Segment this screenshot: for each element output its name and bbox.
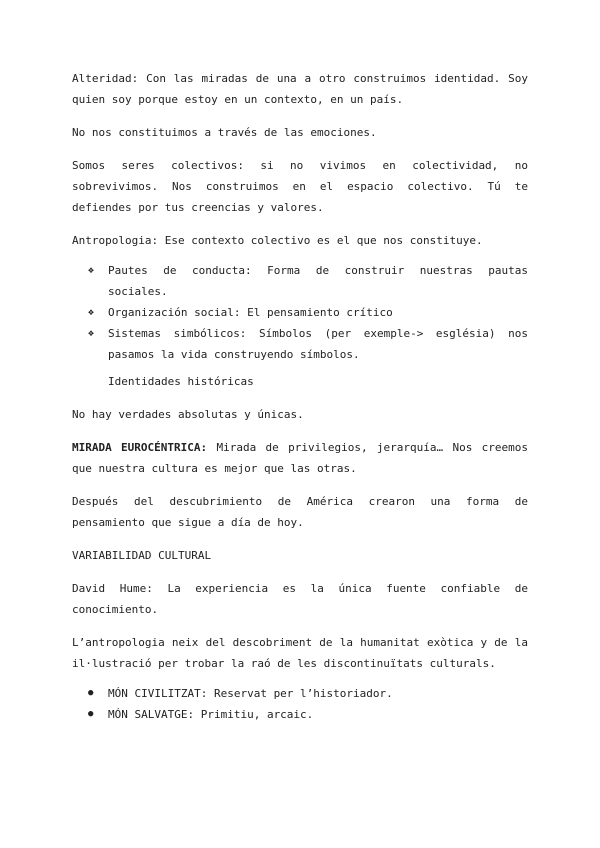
list-item-text: Sistemas simbólicos: Símbolos (per exemple-> església) nos pasamos la vida construyendo símbolos. (108, 327, 528, 361)
list-item (72, 683, 528, 704)
paragraph-mirada-eurocentrica (72, 437, 528, 479)
diamond-bullet-icon: ❖ (88, 328, 95, 339)
paragraph-verdades: No hay verdades absolutas y únicas. (72, 408, 304, 421)
list-item-text: MÓN CIVILITZAT: Reservat per l’historiador. (108, 687, 393, 700)
list-item-text: Pautes de conducta: Forma de construir nuestras pautas sociales. (108, 264, 528, 298)
paragraph-alteridad: Alteridad: Con las miradas de una a otro construimos identidad. Soy quien soy porque estoy en un contexto, en un país. (72, 72, 528, 106)
diamond-bullet-icon: ❖ (88, 265, 95, 276)
paragraph-emociones: No nos constituimos a través de las emociones. (72, 126, 377, 139)
paragraph-antropologia-neix: L’antropologia neix del descobriment de la humanitat exòtica y de la il·lustració per trobar la raó de les discontinuïtats culturals. (72, 636, 528, 670)
list-item (72, 704, 528, 725)
paragraph-antropologia: Antropologia: Ese contexto colectivo es el que nos constituye. (72, 234, 483, 247)
dot-bullet-icon: ● (88, 709, 94, 719)
paragraph-identidades-historicas: Identidades históricas (108, 375, 254, 388)
list-item-text: Organización social: El pensamiento crítico (108, 306, 393, 319)
list-item (72, 260, 528, 302)
paragraph-descubrimiento: Después del descubrimiento de América crearon una forma de pensamiento que sigue a día de hoy. (72, 495, 528, 529)
list-item-text: MÓN SALVATGE: Primitiu, arcaic. (108, 708, 314, 721)
dot-bullet-icon: ● (88, 688, 94, 698)
diamond-bullet-list (72, 260, 528, 365)
paragraph-mirada-text: Mirada de privilegios, jerarquía… Nos creemos que nuestra cultura es mejor que las otras. (72, 441, 528, 475)
paragraph-david-hume: David Hume: La experiencia es la única fuente confiable de conocimiento. (72, 582, 528, 616)
heading-variabilidad-cultural: VARIABILIDAD CULTURAL (72, 549, 212, 562)
list-item (72, 323, 528, 365)
list-item (72, 302, 528, 323)
paragraph-seres-colectivos: Somos seres colectivos: si no vivimos en colectividad, no sobrevivimos. Nos construimos en el espacio colectivo. Tú te defiendes por tus creencias y valores. (72, 159, 528, 214)
heading-mirada-eurocentrica: MIRADA EUROCÉNTRICA: (72, 441, 208, 454)
diamond-bullet-icon: ❖ (88, 307, 95, 318)
dot-bullet-list (72, 683, 528, 725)
